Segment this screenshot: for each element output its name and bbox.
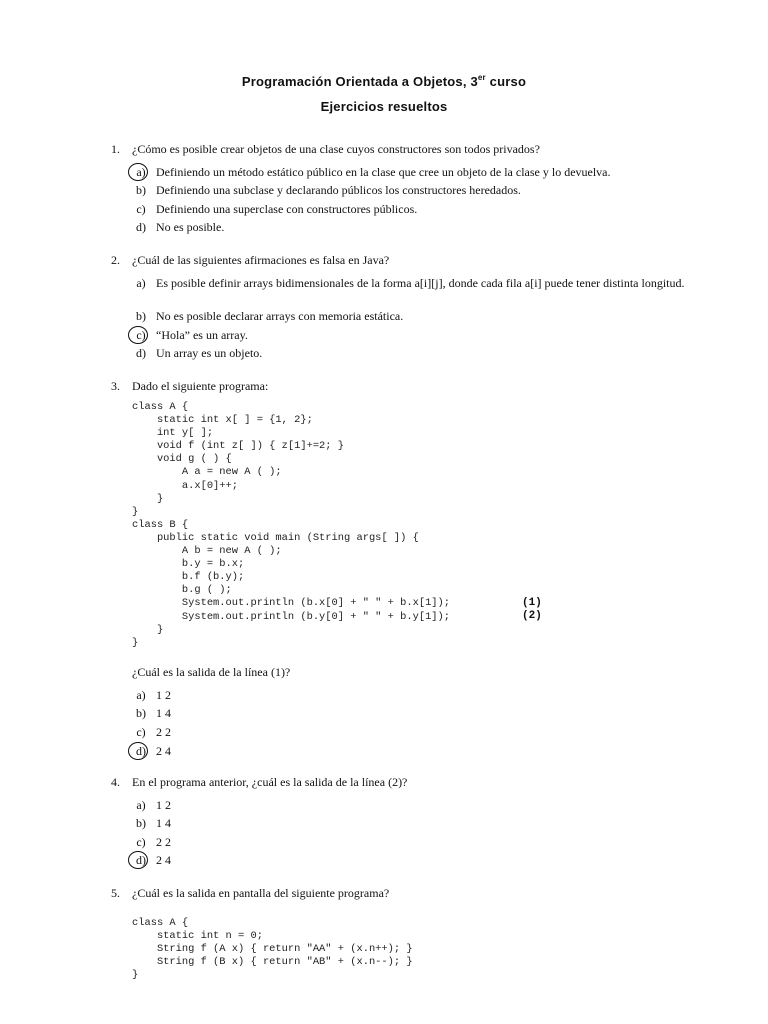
option-label: d) [136,853,146,867]
option-label: d) [136,220,146,234]
option-label: b) [136,183,146,197]
option-label: a) [136,688,146,702]
code-listing-2: class A { static int n = 0; String f (A x) { return "AA" + (x.n++); } String f (B x) { return "AB" + (x.n--); } } [132,917,413,982]
option-label: b) [136,706,146,720]
line-marker-2: (2) [522,610,542,622]
option-label: d) [136,346,146,360]
option-label: c) [136,725,146,739]
question-number: 4. [111,775,120,789]
option-text: 1 2 [156,798,171,812]
title-tail: curso [485,74,527,89]
option-text: Definiendo un método estático público en la clase que cree un objeto de la clase y lo devuelva. [156,165,611,179]
option-label: a) [136,798,146,812]
option-label: a) [136,276,146,290]
question-text: ¿Cómo es posible crear objetos de una clase cuyos constructores son todos privados? [132,142,540,156]
option-text: 2 2 [156,835,171,849]
title-main: Programación Orientada a Objetos, 3 [241,74,478,89]
subquestion-text: ¿Cuál es la salida de la línea (1)? [132,665,291,679]
question-number: 2. [111,253,120,267]
option-text: 1 2 [156,688,171,702]
option-text: “Hola” es un array. [156,328,248,342]
option-text: 1 4 [156,816,171,830]
option-label: c) [136,202,146,216]
option-label: b) [136,816,146,830]
title-superscript: er [477,73,486,82]
option-label: c) [136,835,146,849]
question-text: Dado el siguiente programa: [132,379,269,393]
document-subtitle: Ejercicios resueltos [320,99,448,114]
code-listing-1: class A { static int x[ ] = {1, 2}; int y[ ]; void f (int z[ ]) { z[1]+=2; } void g ( ) { A a = new A ( ); a.x[0]++; } } class B { public static void main (String args[ ]) { A b = new A ( ); b.y = b.x; b.f (b.y); b.g ( ); System.out.println (b.x[0] + " " + b.x[1]); System.out.println (b.y[0] + " " + b.y[1]); } } [132,401,451,649]
question-text: En el programa anterior, ¿cuál es la salida de la línea (2)? [132,775,408,789]
document-title [0,73,768,89]
option-text: Es posible definir arrays bidimensionales de la forma a[i][j], donde cada fila a[i] puede tener distinta longitud. [156,276,685,290]
question-text: ¿Cuál es la salida en pantalla del siguiente programa? [132,886,390,900]
option-label: a) [136,165,146,179]
option-text: 1 4 [156,706,171,720]
option-text: Definiendo una subclase y declarando públicos los constructores heredados. [156,183,521,197]
option-text: No es posible declarar arrays con memoria estática. [156,309,404,323]
option-text: Un array es un objeto. [156,346,263,360]
question-number: 3. [111,379,120,393]
option-text: 2 4 [156,744,171,758]
question-number: 5. [111,886,120,900]
question-text: ¿Cuál de las siguientes afirmaciones es falsa en Java? [132,253,390,267]
option-text: 2 4 [156,853,171,867]
option-text: Definiendo una superclase con constructores públicos. [156,202,418,216]
option-text: 2 2 [156,725,171,739]
option-label: d) [136,744,146,758]
option-label: b) [136,309,146,323]
option-label: c) [136,328,146,342]
line-marker-1: (1) [522,597,542,609]
option-text: No es posible. [156,220,225,234]
question-number: 1. [111,142,120,156]
